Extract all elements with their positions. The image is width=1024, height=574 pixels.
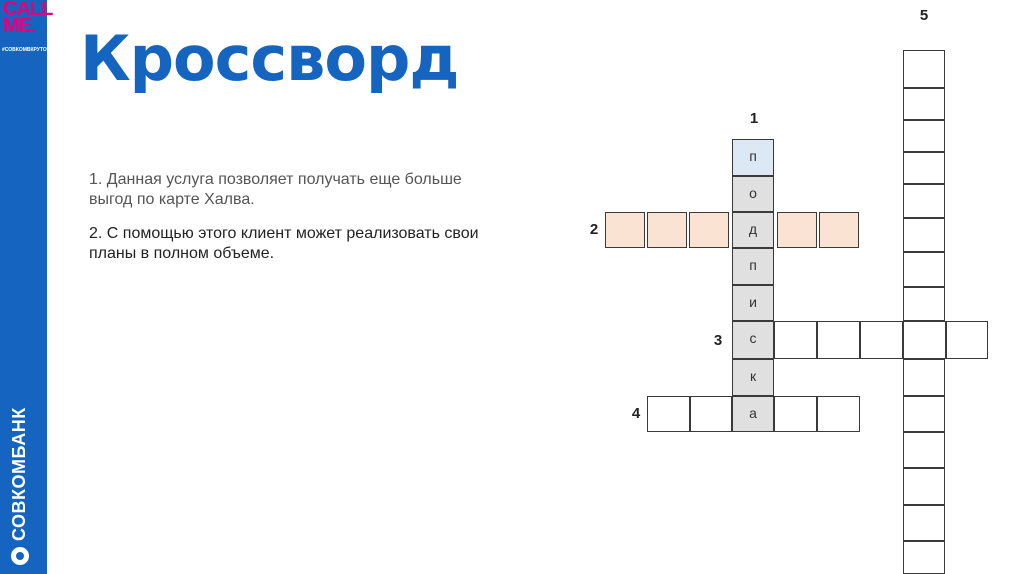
cell-word3-4[interactable]: [860, 321, 903, 359]
clue-number-5: 5: [919, 7, 929, 24]
cell-word2-3[interactable]: [689, 212, 729, 248]
cell-word1-6[interactable]: с: [732, 321, 774, 359]
cell-word5-8[interactable]: [903, 287, 945, 321]
cell-word5-10[interactable]: [903, 359, 945, 396]
cell-word5-1[interactable]: [903, 50, 945, 88]
page-title: Кроссворд: [80, 22, 459, 95]
clue-number-3: 3: [713, 332, 723, 349]
brand-name: СОВКОМБАНК: [9, 407, 29, 541]
cell-word3-2[interactable]: [774, 321, 817, 359]
logo-line-1: CALL: [3, 0, 53, 20]
cell-word1-8[interactable]: а: [732, 396, 774, 432]
cell-word4-5[interactable]: [817, 396, 860, 432]
cell-word5-14[interactable]: [903, 505, 945, 541]
clue-number-4: 4: [631, 405, 641, 422]
brand-sidebar: [0, 0, 53, 574]
cell-word5-7[interactable]: [903, 252, 945, 287]
cell-word3-5[interactable]: [903, 321, 946, 359]
cell-word2-6[interactable]: [819, 212, 859, 248]
question-1: 1. Данная услуга позволяет получать еще больше выгод по карте Халва.: [89, 171, 462, 208]
cell-word5-13[interactable]: [903, 468, 945, 505]
sovcombank-mark-icon: [11, 547, 29, 565]
cell-word1-1[interactable]: п: [732, 139, 774, 176]
clue-number-2: 2: [589, 221, 599, 238]
cell-word5-11[interactable]: [903, 396, 945, 432]
cell-word2-1[interactable]: [605, 212, 645, 248]
cell-word3-6[interactable]: [946, 321, 988, 359]
cell-word5-15[interactable]: [903, 541, 945, 574]
sovcombank-logo: [9, 407, 30, 565]
logo-line-2: ME.: [3, 15, 36, 37]
cell-word1-7[interactable]: к: [732, 359, 774, 396]
logo-hashtag: #СОВКОМВКРУТО: [2, 47, 47, 53]
cell-word5-2[interactable]: [903, 88, 945, 120]
call-me-logo: [0, 0, 53, 70]
question-2: 2. С помощью этого клиент может реализовать свои планы в полном объеме.: [89, 225, 479, 262]
cell-word5-3[interactable]: [903, 120, 945, 152]
cell-word1-3[interactable]: д: [732, 212, 774, 248]
cell-word1-2[interactable]: о: [732, 176, 774, 212]
clue-number-1: 1: [749, 110, 759, 127]
cell-word4-2[interactable]: [690, 396, 732, 432]
cell-word1-5[interactable]: и: [732, 285, 774, 321]
cell-word4-4[interactable]: [774, 396, 817, 432]
cell-word5-4[interactable]: [903, 152, 945, 184]
cell-word4-1[interactable]: [647, 396, 690, 432]
cell-word5-6[interactable]: [903, 218, 945, 252]
cell-word2-5[interactable]: [777, 212, 817, 248]
cell-word1-4[interactable]: п: [732, 248, 774, 285]
cell-word3-3[interactable]: [817, 321, 860, 359]
cell-word5-5[interactable]: [903, 184, 945, 218]
cell-word2-2[interactable]: [647, 212, 687, 248]
cell-word5-12[interactable]: [903, 432, 945, 468]
